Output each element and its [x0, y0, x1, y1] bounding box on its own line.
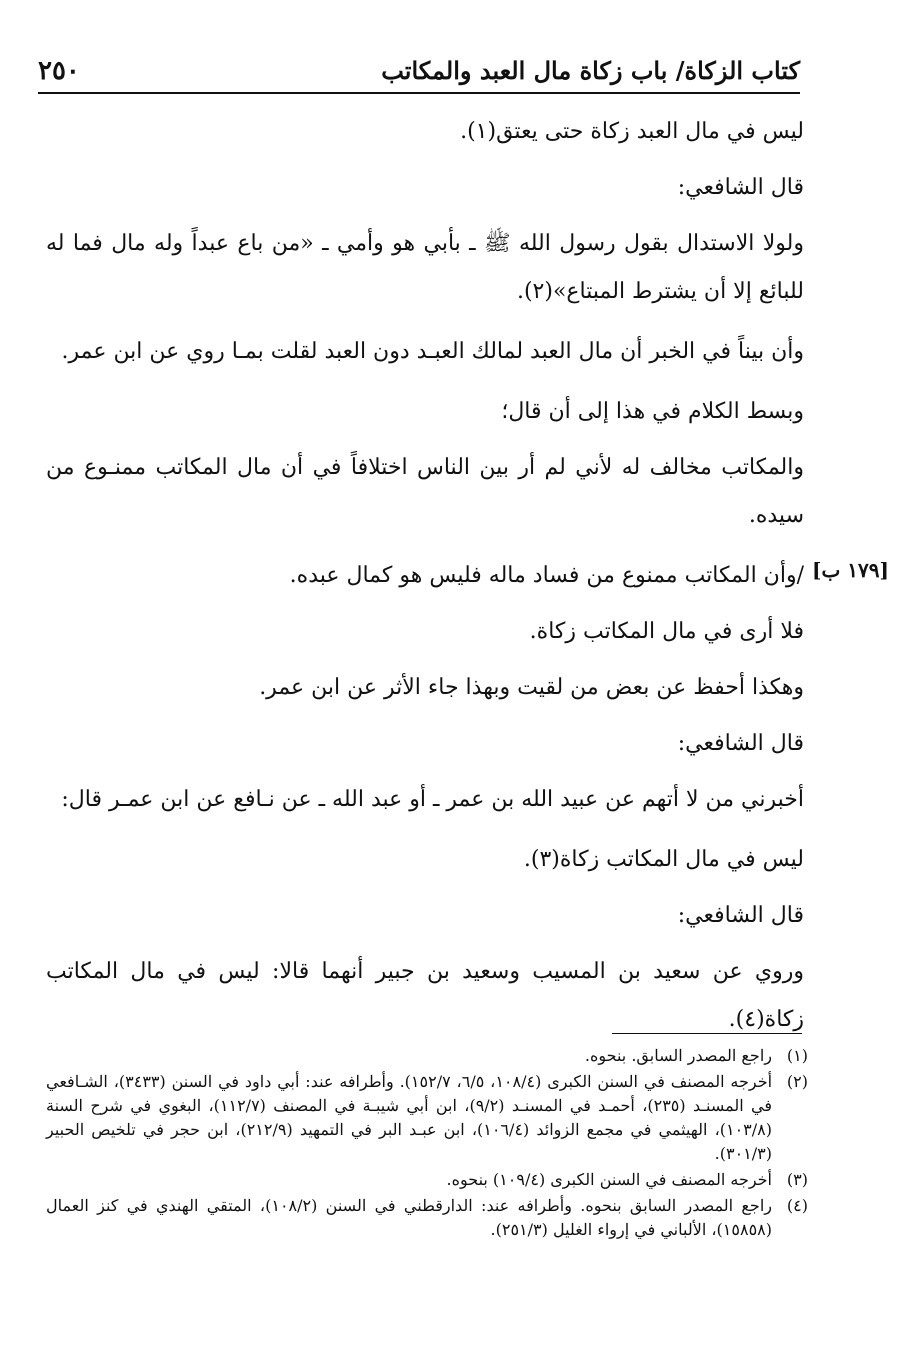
paragraph: /وأن المكاتب ممنوع من فساد ماله فليس هو كمال عبده. [289, 563, 804, 588]
footnote-divider [612, 1033, 802, 1034]
footnote-item [46, 1168, 808, 1192]
footnote-number: (١) [786, 1046, 808, 1065]
running-title: كتاب الزكاة/ باب زكاة مال العبد والمكاتب [381, 56, 800, 85]
page-number: ٢٥٠ [38, 56, 80, 86]
footnote-text: أخرجه المصنف في السنن الكبرى (١٠٩/٤) بنحوه. [446, 1170, 772, 1189]
footnote-number: (٣) [786, 1170, 808, 1189]
footnote-text: أخرجه المصنف في السنن الكبرى (١٠٨/٤، ٦/٥، ١٥٢/٧). وأطرافه عند: أبي داود في السنن (٣٤٣٣)، الشـافعي في المسنـد (٢٣٥)، أحمـد في المسنـد (٩/٢)، ابن أبي شيبـة في المصنف (١١٢/٧)، البغوي في شرح السنة (١٠٣/٨)، الهيثمي في مجمع الزوائد (١٠٦/٤)، ابن عبـد البر في التمهيد (٢١٢/٩)، ابن حجر في تلخيص الحبير (٣٠١/٣). [46, 1072, 773, 1163]
paragraph: وروي عن سعيد بن المسيب وسعيد بن جبير أنهما قالا: ليس في مال المكاتب زكاة(٤). [46, 959, 804, 1032]
footnote-number: (٢) [786, 1072, 808, 1091]
footnote-item [46, 1194, 808, 1242]
speaker-line: قال الشافعي: [677, 175, 804, 200]
paragraph: ولولا الاستدال بقول رسول الله ﷺ ـ بأبي هو وأمي ـ «من باع عبداً وله مال فما له للبائع إلا أن يشترط المبتاع»(٢). [46, 231, 804, 304]
manuscript-folio-marker: [١٧٩ ب] [812, 558, 889, 582]
paragraph: وبسط الكلام في هذا إلى أن قال؛ [501, 399, 804, 424]
main-text [46, 108, 804, 1056]
paragraph: ليس في مال المكاتب زكاة(٣). [523, 847, 804, 872]
paragraph: أخبرني من لا أتهم عن عبيد الله بن عمر ـ أو عبد الله ـ عن نـافع عن ابن عمـر قال: [61, 787, 804, 812]
footnote-text: راجع المصدر السابق بنحوه. وأطرافه عند: الدارقطني في السنن (١٠٨/٢)، المتقي الهندي في كنز العمال (١٥٨٥٨)، الألباني في إرواء الغليل (٢٥١/٣). [46, 1196, 772, 1239]
paragraph: ليس في مال العبد زكاة حتى يعتق(١). [460, 119, 804, 144]
speaker-line: قال الشافعي: [677, 731, 804, 756]
paragraph: والمكاتب مخالف له لأني لم أر بين الناس اختلافاً في أن مال المكاتب ممنـوع من سيده. [46, 455, 804, 528]
page-header [38, 52, 800, 94]
footnotes [46, 1044, 808, 1244]
paragraph: وهكذا أحفظ عن بعض من لقيت وبهذا جاء الأثر عن ابن عمر. [259, 675, 804, 700]
paragraph: وأن بيناً في الخبر أن مال العبد لمالك العبـد دون العبد لقلت بمـا روي عن ابن عمر. [61, 339, 804, 364]
footnote-number: (٤) [786, 1196, 808, 1215]
paragraph: فلا أرى في مال المكاتب زكاة. [529, 619, 804, 644]
footnote-item [46, 1070, 808, 1166]
footnote-text: راجع المصدر السابق. بنحوه. [584, 1046, 772, 1065]
speaker-line: قال الشافعي: [677, 903, 804, 928]
footnote-item [46, 1044, 808, 1068]
